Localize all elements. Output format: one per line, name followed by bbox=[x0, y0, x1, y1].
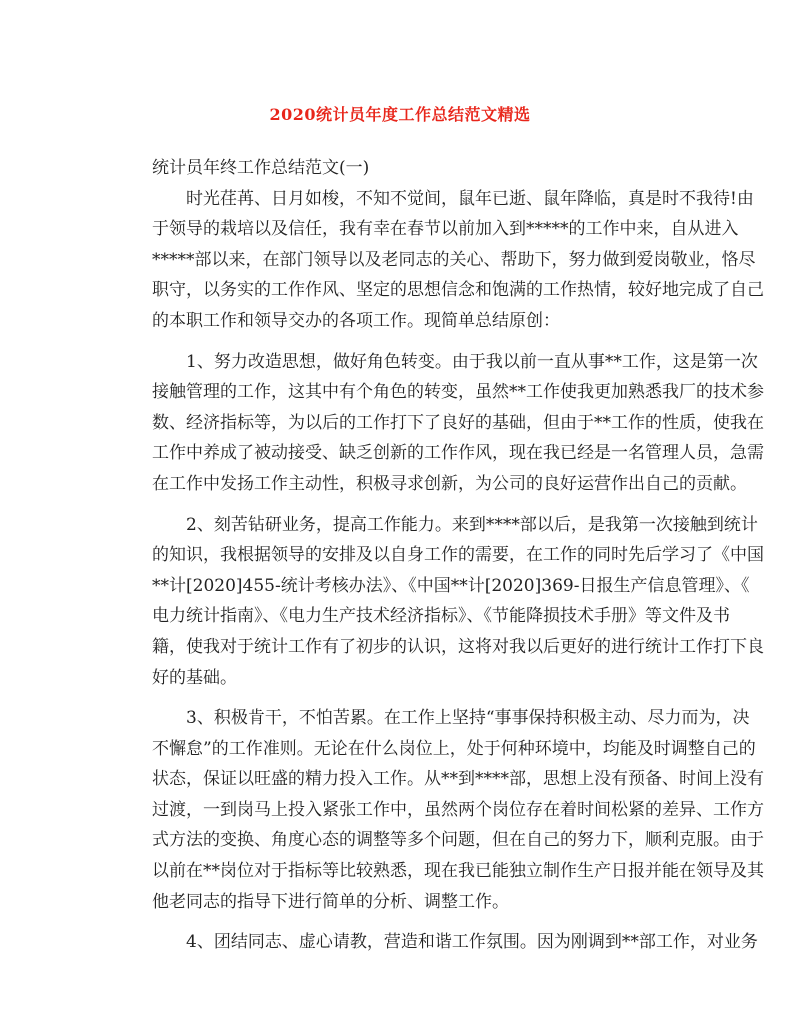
paragraph-line: 的知识，我根据领导的安排及以自身工作的需要，在工作的同时先后学习了《中国 bbox=[152, 545, 764, 566]
paragraph-line: *****部以来，在部门领导以及老同志的关心、帮助下，努力做到爱岗敬业，恪尽 bbox=[152, 249, 756, 270]
paragraph-line: 在工作中发扬工作主动性，积极寻求创新，为公司的良好运营作出自己的贡献。 bbox=[152, 473, 747, 494]
paragraph-line: 籍，使我对于统计工作有了初步的认识，这将对我以后更好的进行统计工作打下良 bbox=[152, 636, 764, 657]
paragraph-line: 4、团结同志、虚心请教，营造和谐工作氛围。因为刚调到**部工作，对业务 bbox=[186, 932, 758, 953]
paragraph-point-4 bbox=[118, 927, 758, 958]
paragraph-point-3 bbox=[118, 703, 764, 917]
paragraph-line: 时光荏苒、日月如梭，不知不觉间，鼠年已逝、鼠年降临，真是时不我待!由 bbox=[186, 188, 754, 209]
section-heading: 统计员年终工作总结范文(一) bbox=[152, 158, 370, 178]
paragraph-point-1 bbox=[118, 347, 764, 500]
paragraph-line: 不懈怠”的工作准则。无论在什么岗位上，处于何种环境中，均能及时调整自己的 bbox=[152, 738, 756, 759]
paragraph-point-2 bbox=[118, 510, 764, 694]
paragraph-line: 式方法的变换、角度心态的调整等多个问题，但在自己的努力下，顺利克服。由于 bbox=[152, 830, 764, 851]
document-title: 2020统计员年度工作总结范文精选 bbox=[269, 105, 531, 124]
paragraph-line: 于领导的栽培以及信任，我有幸在春节以前加入到*****的工作中来，自从进入 bbox=[152, 219, 739, 240]
paragraph-line: 3、积极肯干，不怕苦累。在工作上坚持“事事保持积极主动、尽力而为，决 bbox=[186, 708, 750, 729]
paragraph-line: 以前在**岗位对于指标等比较熟悉，现在我已能独立制作生产日报并能在领导及其 bbox=[152, 861, 764, 882]
paragraph-spacer bbox=[118, 693, 684, 703]
paragraph-line: 数、经济指标等，为以后的工作打下了良好的基础，但由于**工作的性质，使我在 bbox=[152, 412, 764, 433]
paragraph-line: 接触管理的工作，这其中有个角色的转变，虽然**工作使我更加熟悉我厂的技术参 bbox=[152, 382, 764, 403]
document-body bbox=[118, 153, 764, 958]
paragraph-line: 工作中养成了被动接受、缺乏创新的工作作风，现在我已经是一名管理人员，急需 bbox=[152, 443, 764, 464]
paragraph-line: 电力统计指南》、《电力生产技术经济指标》、《节能降损技术手册》等文件及书 bbox=[152, 606, 730, 627]
paragraph-line: 状态，保证以旺盛的精力投入工作。从**到****部，思想上没有预备、时间上没有 bbox=[152, 769, 764, 790]
paragraph-intro bbox=[118, 184, 764, 337]
paragraph-spacer bbox=[118, 500, 684, 510]
paragraph-line: 他老同志的指导下进行简单的分析、调整工作。 bbox=[152, 891, 509, 912]
paragraph-line: 1、努力改造思想，做好角色转变。由于我以前一直从事**工作，这是第一次 bbox=[186, 351, 758, 372]
paragraph-line: 好的基础。 bbox=[152, 667, 237, 688]
paragraph-line: 过渡，一到岗马上投入紧张工作中，虽然两个岗位存在着时间松紧的差异、工作方 bbox=[152, 799, 764, 820]
paragraph-line: 的本职工作和领导交办的各项工作。现简单总结原创： bbox=[152, 310, 560, 331]
paragraph-spacer bbox=[118, 917, 684, 927]
paragraph-line: 职守，以务实的工作作风、坚定的思想信念和饱满的工作热情，较好地完成了自己 bbox=[152, 280, 764, 301]
paragraph-line: **计[2020]455-统计考核办法》、《中国**计[2020]369-日报生产信息管理》、《 bbox=[152, 575, 750, 596]
paragraph-spacer bbox=[118, 337, 684, 347]
paragraph-line: 2、刻苦钻研业务，提高工作能力。来到****部以后，是我第一次接触到统计 bbox=[186, 514, 758, 535]
